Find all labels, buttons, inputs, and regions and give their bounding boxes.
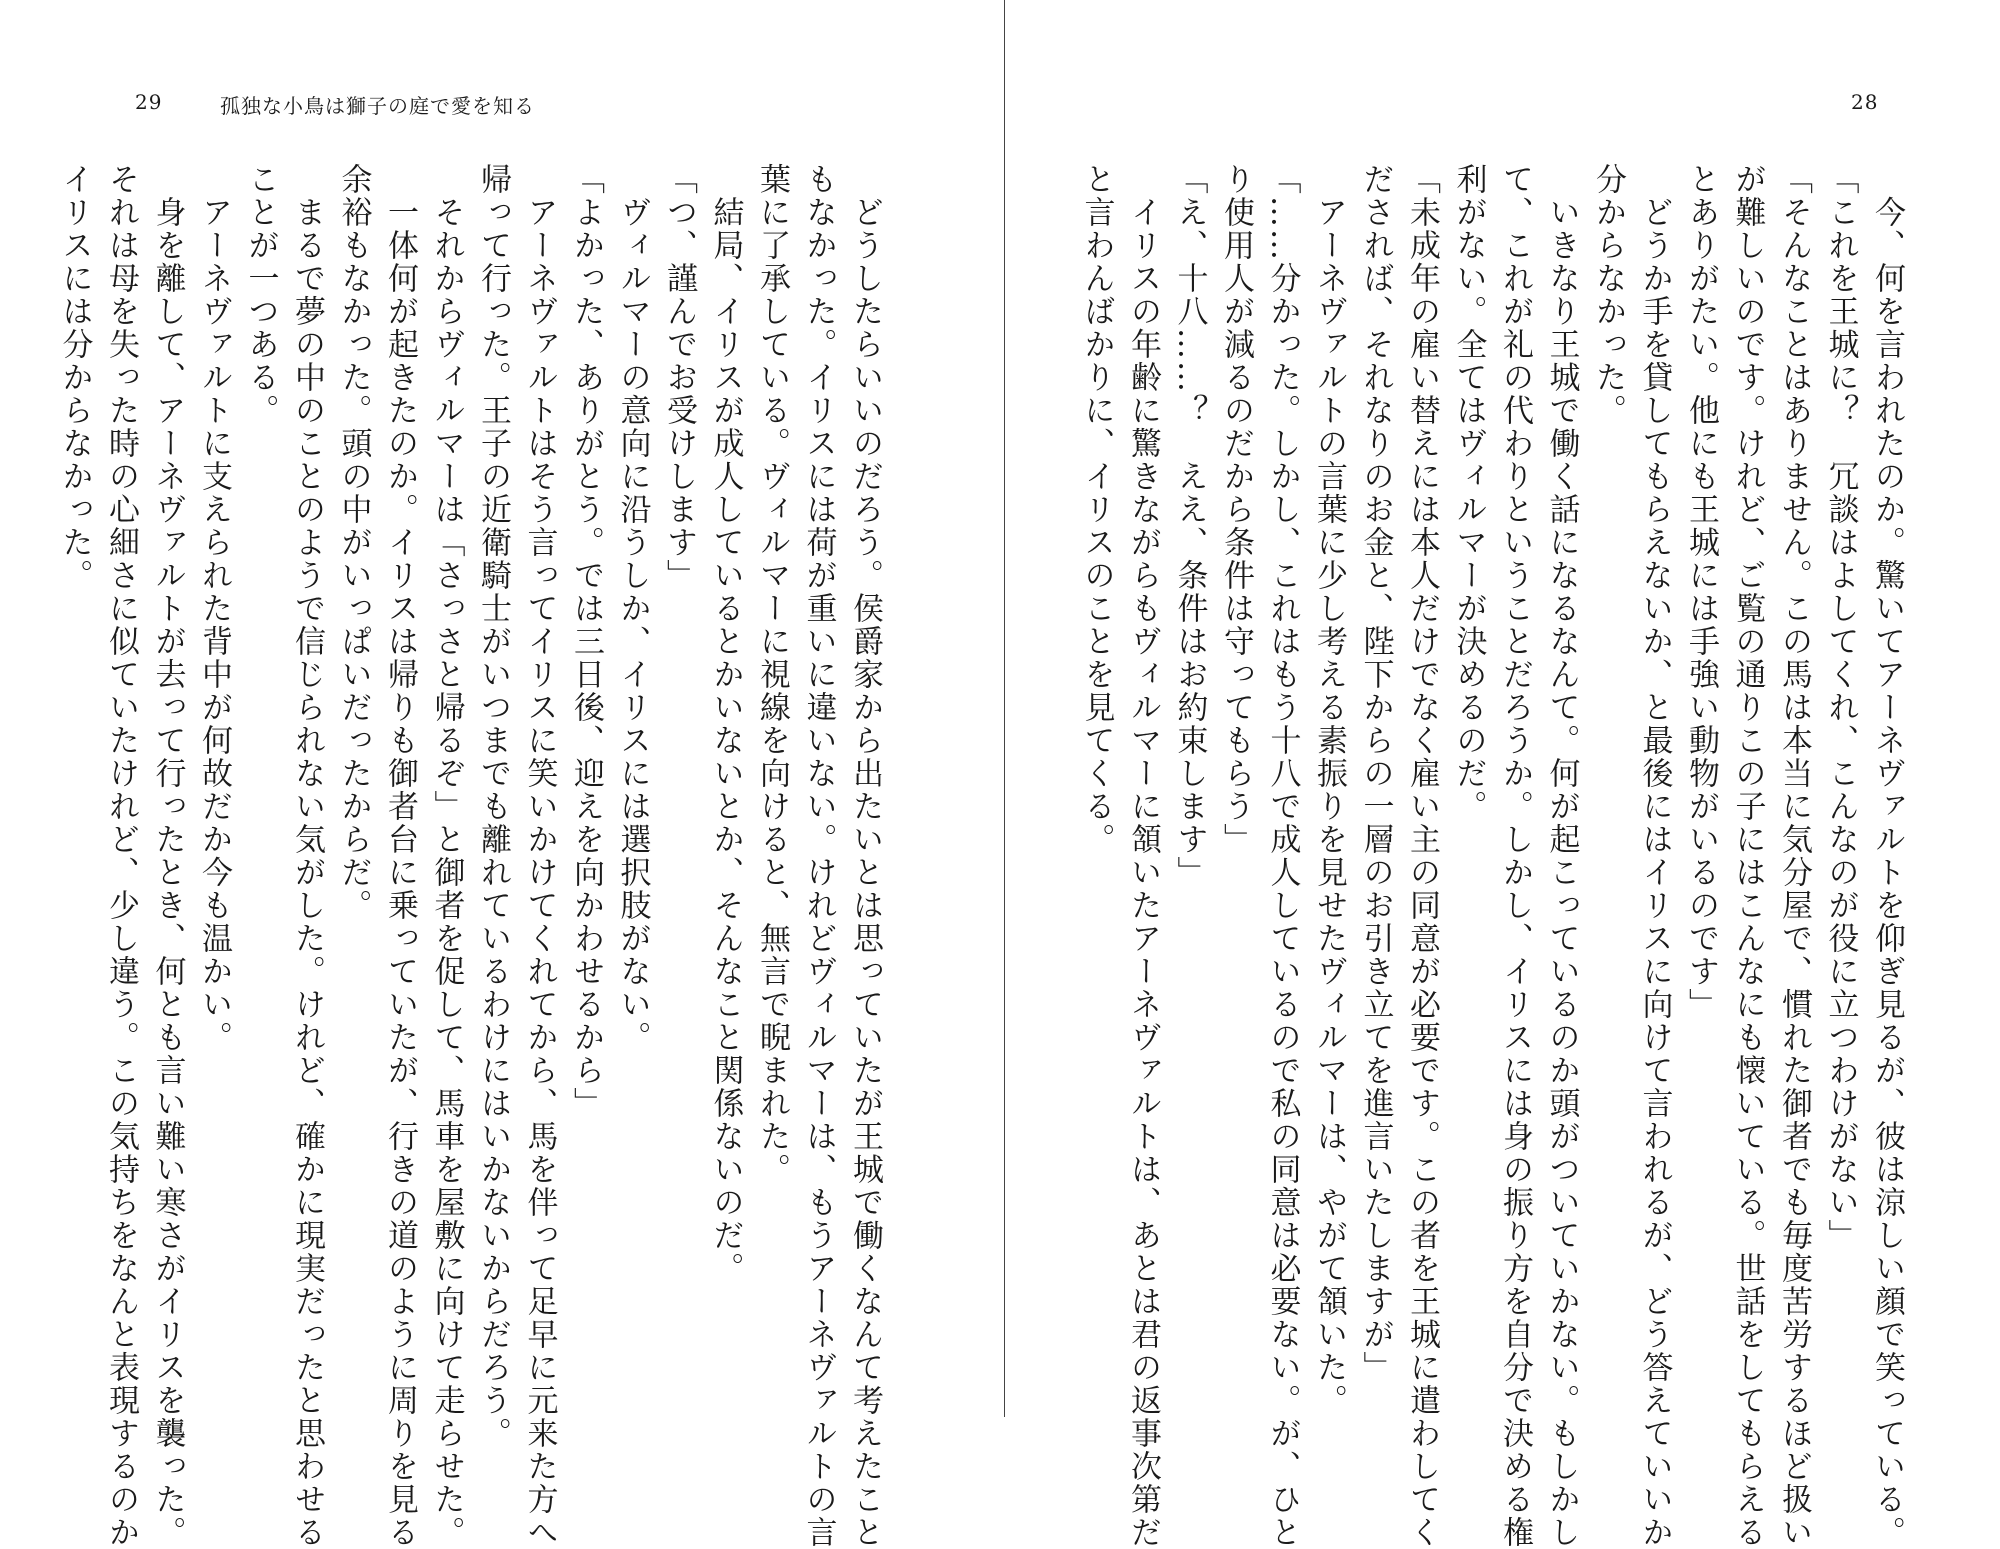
text-line: まるで夢の中のことのようで信じられない気がした。けれど、確かに現実だったと思わせる [289,163,325,1549]
text-line: と言わんばかりに、イリスのことを見てくる。 [1078,163,1115,856]
text-line: 「未成年の雇い替えには本人だけでなく雇い主の同意が必要です。この者を王城に遣わしてく [1404,163,1440,1549]
text-line: 利がない。全てはヴィルマーが決めるのだ。 [1450,163,1487,823]
text-line: イリスには分からなかった。 [56,163,93,592]
left-page-number: 29 [135,90,163,114]
text-line: 「そんなことはありません。この馬は本当に気分屋で、慣れた御者でも毎度苦労するほど扱い [1776,163,1812,1549]
text-line: が難しいのです。けれど、ご覧の通りこの子にはこんなにも懐いている。世話をしてもらえる [1729,163,1766,1549]
text-line: どうか手を貸してもらえないか、と最後にはイリスに向けて言われるが、どう答えていいか [1636,163,1673,1549]
text-line: それは母を失った時の心細さに似ていたけれど、少し違う。この気持ちをなんと表現するのか [103,163,139,1549]
text-line: 今、何を言われたのか。驚いてアーネヴァルトを仰ぎ見るが、彼は涼しい顔で笑っている。 [1869,163,1905,1549]
right-page-number: 28 [1851,90,1879,114]
text-line: り使用人が減るのだから条件は守ってもらう」 [1218,163,1254,856]
text-line: 余裕もなかった。頭の中がいっぱいだったからだ。 [335,163,372,922]
text-line: 結局、イリスが成人しているとかいないとか、そんなこと関係ないのだ。 [707,163,744,1285]
text-line: 「つ、謹んでお受けします」 [661,163,697,592]
text-line: 葉に了承している。ヴィルマーに視線を向けると、無言で睨まれた。 [754,163,790,1186]
right-page [1005,0,2000,1549]
text-line: ヴィルマーの意向に沿うしか、イリスには選択肢がない。 [614,163,651,1054]
text-line: それからヴィルマーは「さっさと帰るぞ」と御者を促して、馬車を屋敷に向けて走らせた。 [428,163,465,1549]
text-line: とありがたい。他にも王城には手強い動物がいるのです」 [1683,163,1719,1021]
right-page-body-text [1078,163,1910,1549]
running-title: 孤独な小鳥は獅子の庭で愛を知る [220,94,535,118]
text-line: もなかった。イリスには荷が重いに違いない。けれどヴィルマーは、もうアーネヴァルトの言 [800,163,837,1549]
text-line: アーネヴァルトはそう言ってイリスに笑いかけてくれてから、馬を伴って足早に元来た方へ [521,163,558,1549]
text-line: て、これが礼の代わりということだろうか。しかし、イリスには身の振り方を自分で決める権 [1497,163,1533,1549]
text-line: 一体何が起きたのか。イリスは帰りも御者台に乗っていたが、行きの道のように周りを見る [382,163,418,1549]
text-line: 身を離して、アーネヴァルトが去って行ったとき、何とも言い難い寒さがイリスを襲った。 [149,163,186,1549]
text-line: いきなり王城で働く話になるなんて。何が起こっているのか頭がついていかない。もしかし [1543,163,1580,1549]
text-line: 「よかった、ありがとう。では三日後、迎えを向かわせるから」 [568,163,604,1120]
text-line: アーネヴァルトに支えられた背中が何故だか今も温かい。 [196,163,232,1054]
text-line: アーネヴァルトの言葉に少し考える素振りを見せたヴィルマーは、やがて頷いた。 [1311,163,1347,1417]
text-line: どうしたらいいのだろう。侯爵家から出たいとは思っていたが王城で働くなんて考えたこと [847,163,883,1549]
left-page-body-text [56,163,888,1549]
text-line: イリスの年齢に驚きながらもヴィルマーに頷いたアーネヴァルトは、あとは君の返事次第だ [1125,163,1161,1549]
text-line: 「……分かった。しかし、これはもう十八で成人しているので私の同意は必要ない。が、ひと [1264,163,1301,1549]
text-line: 「これを王城に？ 冗談はよしてくれ、こんなのが役に立つわけがない」 [1822,163,1859,1252]
text-line: 分からなかった。 [1590,163,1626,427]
text-line: 帰って行った。王子の近衛騎士がいつまでも離れているわけにはいかないからだろう。 [475,163,511,1450]
text-line: ことが一つある。 [242,163,279,427]
text-line: 「え、十八……？ ええ、条件はお約束します」 [1171,163,1208,889]
text-line: だされば、それなりのお金と、陛下からの一層のお引き立てを進言いたしますが」 [1357,163,1394,1384]
